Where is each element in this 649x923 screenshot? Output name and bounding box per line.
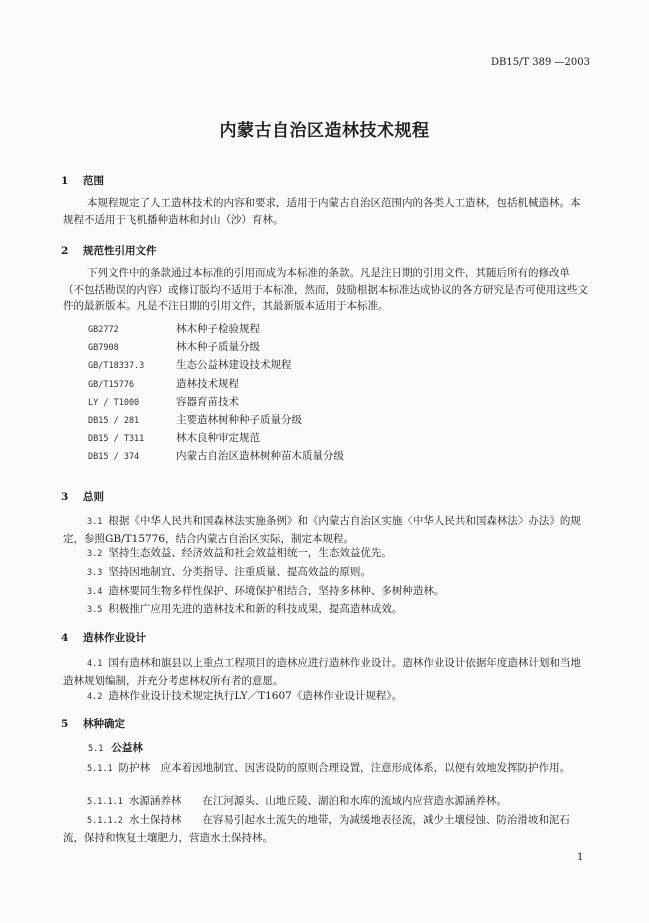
reference-item <box>88 376 344 394</box>
reference-code: DB15 / 374 <box>88 452 140 463</box>
clause-number: 5.1 <box>88 744 104 754</box>
section-title: 林种确定 <box>83 718 125 730</box>
reference-code: GB2772 <box>88 325 119 335</box>
clause-number: 3.5 <box>87 605 103 615</box>
section-number: 1 <box>61 175 69 187</box>
reference-item <box>88 448 344 466</box>
reference-code: GB7908 <box>88 343 119 354</box>
section-number: 3 <box>61 491 69 503</box>
clause-text: 根据《中华人民共和国森林法实施条例》和《内蒙古自治区实施〈中华人民共和国森林法〉办法》的规定，参照GB/T15776，结合内蒙古自治区实际，制定本规程。 <box>63 515 581 545</box>
clause-4-2 <box>63 688 588 706</box>
clause-number: 3.3 <box>87 568 103 578</box>
clause-text: 国有造林和旗县以上重点工程项目的造林应进行造林作业设计。造林作业设计依据年度造林计划和当地造林规划编制，并充分考虑林权所有者的意愿。 <box>63 657 581 687</box>
section-1-text: 本规程规定了人工造林技术的内容和要求，适用于内蒙古自治区范围内的各类人工造林，包括机械造林。本规程不适用于飞机播种造林和封山（沙）育林。 <box>63 197 581 226</box>
clause-text: 坚持因地制宜、分类指导、注重质量、提高效益的原则。 <box>108 566 371 578</box>
clause-5-1-1 <box>63 760 588 778</box>
reference-code: GB/T18337.3 <box>88 361 145 372</box>
clause-3-2 <box>63 545 588 563</box>
clause-3-1 <box>63 513 588 547</box>
section-5-heading <box>61 716 125 731</box>
subsection-5-1-heading <box>88 740 143 755</box>
section-4-heading <box>61 630 146 645</box>
section-title: 规范性引用文件 <box>83 245 157 257</box>
page-number: 1 <box>577 852 584 863</box>
section-3-heading <box>61 489 104 504</box>
clause-4-1 <box>63 655 588 689</box>
section-number: 5 <box>61 718 69 730</box>
reference-name: 容器育苗技术 <box>176 395 239 408</box>
clause-number: 5.1.1 <box>87 764 113 774</box>
section-2-heading <box>61 243 157 258</box>
document-title: 内蒙古自治区造林技术规程 <box>219 121 430 141</box>
clause-text: 水源涵养林 在江河源头、山地丘陵、湖泊和水库的流域内应营造水源涵养林。 <box>128 795 507 807</box>
clause-3-5 <box>63 601 588 619</box>
reference-name: 造林技术规程 <box>176 377 239 390</box>
clause-number: 5.1.1.2 <box>87 816 123 826</box>
section-title: 总则 <box>83 491 104 503</box>
section-number: 4 <box>61 632 69 644</box>
document-code: DB15/T 389 —2003 <box>490 57 590 68</box>
clause-5-1-1-2 <box>63 812 588 846</box>
section-1-heading <box>61 173 104 188</box>
clause-number: 3.2 <box>87 549 103 559</box>
reference-code: GB/T15776 <box>88 379 135 390</box>
clause-5-1-1-1 <box>63 793 588 811</box>
reference-item <box>88 339 344 357</box>
reference-code: LY / T1000 <box>88 397 140 408</box>
clause-3-4 <box>63 583 588 601</box>
section-title: 造林作业设计 <box>83 632 146 644</box>
reference-name: 林木种子检验规程 <box>176 323 260 335</box>
clause-text: 防护林 应本着因地制宜、因害设防的原则合理设置，注意形成体系，以便有效地发挥防护作用。 <box>118 762 571 774</box>
clause-text: 积极推广应用先进的造林技术和新的科技成果，提高造林成效。 <box>108 603 403 615</box>
reference-code: DB15 / 281 <box>88 415 140 426</box>
reference-item <box>88 430 344 448</box>
clause-number: 4.1 <box>87 659 103 669</box>
reference-item <box>88 321 344 339</box>
clause-text: 造林要同生物多样性保护、环境保护相结合，坚持多林种、多树种造林。 <box>108 585 445 597</box>
clause-3-3 <box>63 564 588 582</box>
reference-name: 林木良种审定规范 <box>176 432 260 445</box>
reference-item <box>88 357 344 375</box>
clause-text: 坚持生态效益、经济效益和社会效益相统一，生态效益优先。 <box>108 547 392 559</box>
clause-number: 3.4 <box>87 587 103 597</box>
reference-item <box>88 412 344 430</box>
reference-name: 主要造林树种种子质量分级 <box>176 413 302 426</box>
section-2-text: 下列文件中的条款通过本标准的引用而成为本标准的条款。凡是注日期的引用文件，其随后所有的修改单（不包括勘误的内容）或修订版均不适用于本标准，然而，鼓励根据本标准达成协议的各方研究是否可使用这些文件的最新版本。凡是不注日期的引用文件，其最新版本适用于本标准。 <box>63 267 588 312</box>
clause-text: 水土保持林 在容易引起水土流失的地带，为减缓地表径流，减少土壤侵蚀、防治滑坡和泥石流，保持和恢复土壤肥力，营造水土保持林。 <box>63 814 570 844</box>
reference-item <box>88 394 344 412</box>
reference-code: DB15 / T311 <box>88 434 145 445</box>
section-number: 2 <box>61 245 69 257</box>
reference-list <box>88 321 344 467</box>
reference-name: 生态公益林建设技术规程 <box>176 359 292 372</box>
section-title: 范围 <box>83 175 104 187</box>
clause-number: 5.1.1.1 <box>87 797 123 807</box>
reference-name: 林木种子质量分级 <box>176 341 260 354</box>
clause-number: 4.2 <box>87 692 103 702</box>
clause-text: 造林作业设计技术规定执行LY／T1607《造林作业设计规程》。 <box>108 690 403 702</box>
subsection-title: 公益林 <box>111 742 143 754</box>
reference-name: 内蒙古自治区造林树种苗木质量分级 <box>176 450 344 463</box>
clause-number: 3.1 <box>87 517 103 527</box>
